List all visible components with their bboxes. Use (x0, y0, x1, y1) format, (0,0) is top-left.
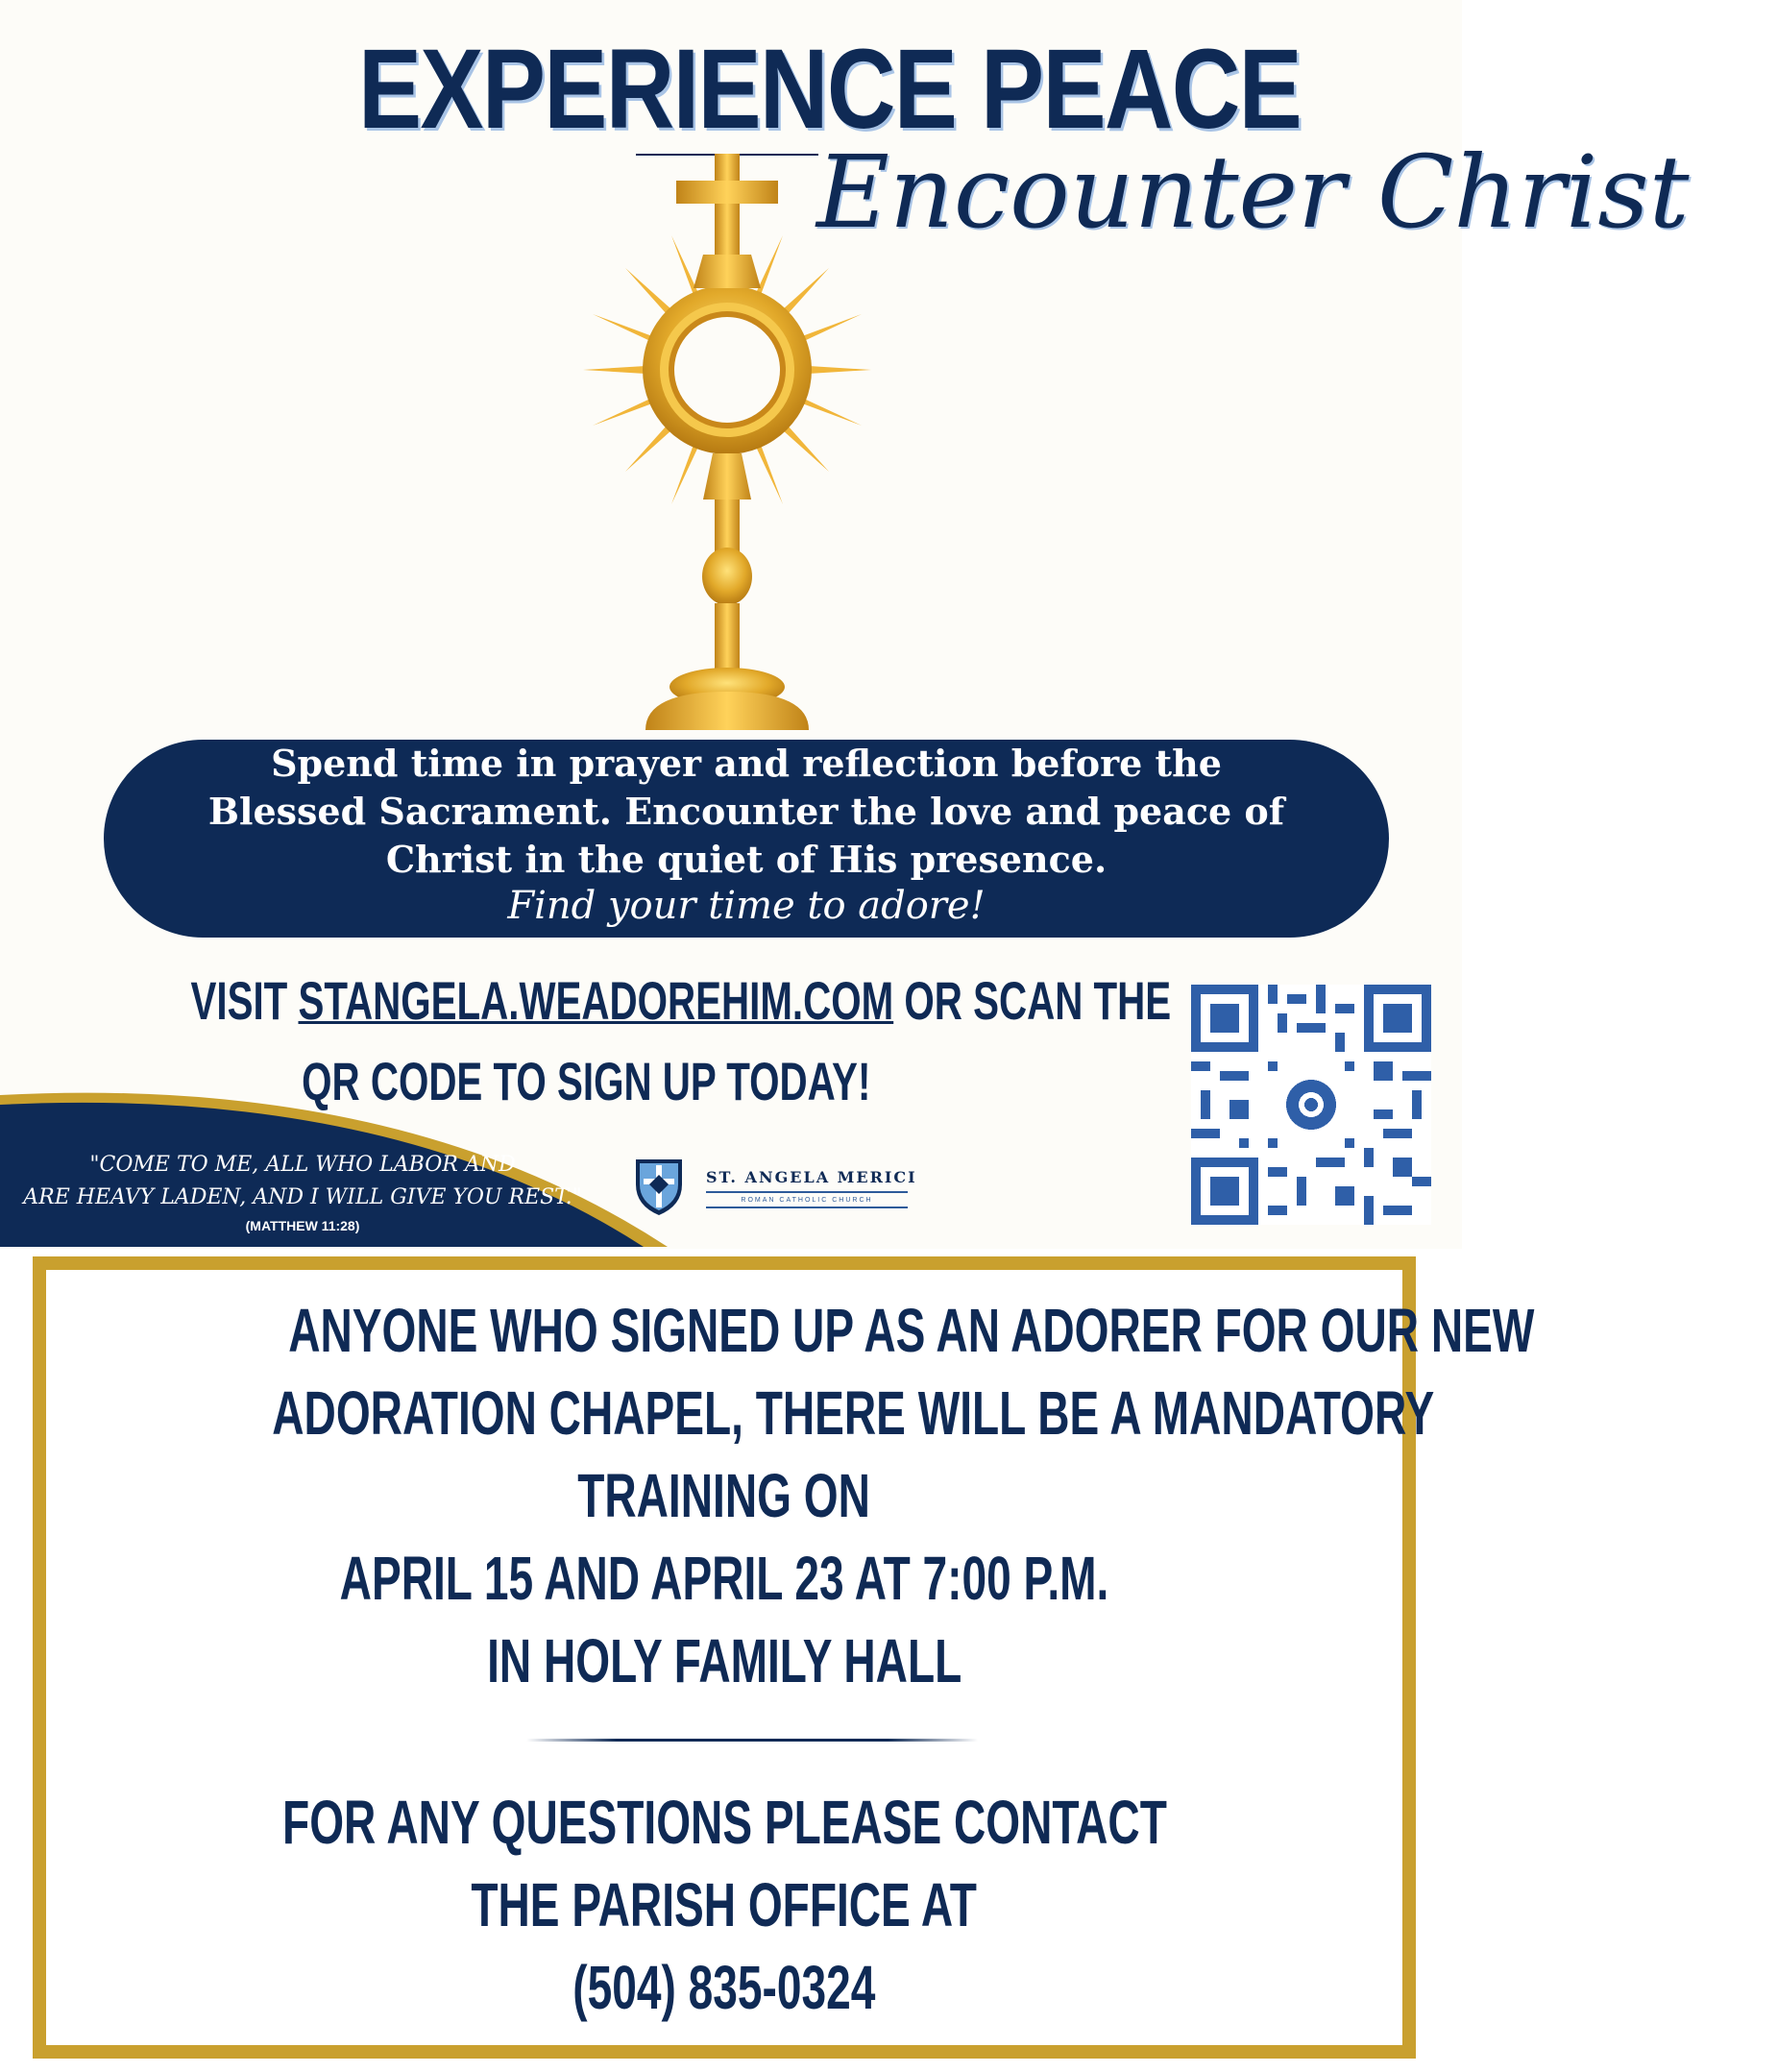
verse-citation: (MATTHEW 11:28) (245, 1218, 360, 1233)
intro-tagline: Find your time to adore! (507, 884, 986, 928)
contact-line: FOR ANY QUESTIONS PLEASE CONTACT (281, 1788, 1167, 1857)
church-tagline: ROMAN CATHOLIC CHURCH (741, 1197, 873, 1204)
notice-divider (526, 1739, 978, 1742)
church-name: ST. ANGELA MERICI (706, 1168, 917, 1186)
intro-line: Spend time in prayer and reflection before the (271, 742, 1222, 785)
intro-line: Christ in the quiet of His presence. (385, 838, 1108, 881)
intro-line: Blessed Sacrament. Encounter the love and peace of (207, 790, 1285, 833)
training-notice (33, 1256, 1535, 2059)
verse-quote (0, 1149, 605, 1214)
intro-banner (104, 740, 1389, 938)
subheadline-script: Encounter Christ (816, 134, 1690, 251)
signup-suffix: OR SCAN THE (893, 970, 1172, 1031)
verse-line: ARE HEAVY LADEN, AND I WILL GIVE YOU REST." (23, 1185, 582, 1209)
qr-code-icon[interactable] (1191, 985, 1431, 1225)
verse-line: "COME TO ME, ALL WHO LABOR AND (89, 1153, 516, 1177)
contact-line: THE PARISH OFFICE AT (471, 1870, 978, 1939)
church-rule (706, 1191, 908, 1193)
contact-phone[interactable]: (504) 835-0324 (572, 1953, 876, 2022)
notice-location-line: IN HOLY FAMILY HALL (486, 1626, 962, 1695)
headline: EXPERIENCE PEACE (358, 26, 1302, 153)
signup-line-2: QR CODE TO SIGN UP TODAY! (301, 1051, 871, 1111)
church-rule (706, 1207, 908, 1208)
training-details (46, 1289, 1535, 1702)
notice-line: ADORATION CHAPEL, THERE WILL BE A MANDATORY (272, 1378, 1435, 1448)
signup-link[interactable]: STANGELA.WEADOREHIM.COM (298, 970, 894, 1031)
notice-line: TRAINING ON (577, 1461, 871, 1530)
notice-date-line: APRIL 15 AND APRIL 23 AT 7:00 P.M. (339, 1544, 1109, 1613)
church-shield-logo (632, 1156, 686, 1219)
monstrance-icon (569, 154, 886, 740)
signup-line-1 (190, 961, 1171, 1041)
intro-text (104, 740, 1389, 884)
contact-details (46, 1781, 1402, 2029)
notice-line: ANYONE WHO SIGNED UP AS AN ADORER FOR OUR NEW (288, 1296, 1535, 1365)
signup-prefix: VISIT (190, 970, 299, 1031)
